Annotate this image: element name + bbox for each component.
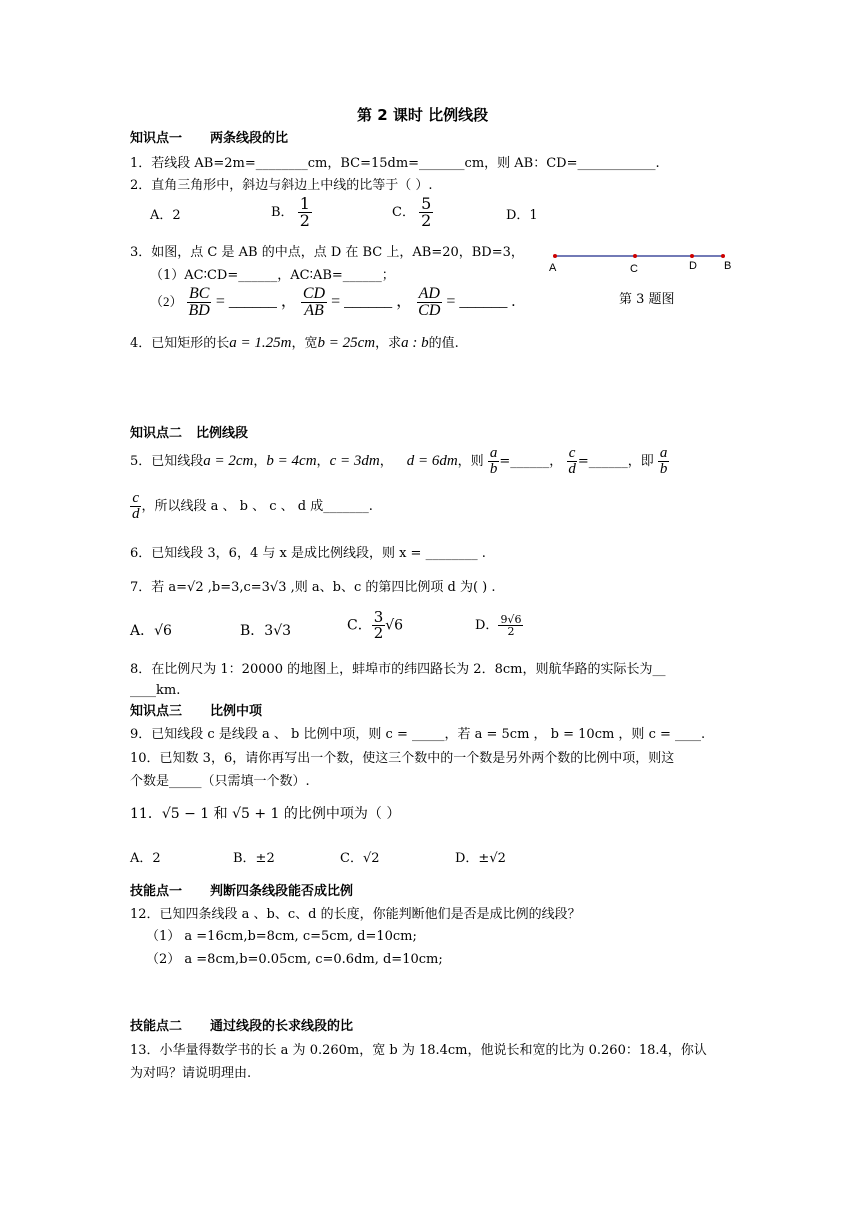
question-3-part-2: （2） $\frac{BC}{BD}$ = ______ ， $\frac{CD}{AB}$ = ______ ， $\frac{AD}{CD}$ = ______ .: [150, 285, 516, 319]
q11-option-a: A．2: [130, 851, 161, 866]
q3-figure-caption: 第 3 题图: [619, 292, 675, 307]
q2-option-b-fraction: [298, 196, 312, 229]
q5-c: c = 3dm: [329, 453, 380, 469]
question-9: 9．已知线段 c 是线段 a 、 b 比例中项，则 c = _____，若 a = 5cm ， b = 10cm ，则 c = ____.: [130, 727, 706, 742]
q5-blank-1: =______，: [499, 454, 563, 469]
label-a: A: [549, 262, 557, 274]
q5-fraction-a-b-2: $\frac{a}{b}$: [659, 445, 668, 477]
q11-option-d: D．±√2: [455, 851, 506, 866]
question-12-part-1: （1） a =16cm,b=8cm, c=5cm, d=10cm;: [146, 929, 417, 944]
section-5-label: 技能点二: [130, 1019, 183, 1034]
question-3-stem: 3．如图，点 C 是 AB 的中点，点 D 在 BC 上，AB=20，BD=3，: [130, 245, 524, 260]
fraction-denominator: 2: [507, 625, 515, 638]
q5-fraction-c-d-2: $\frac{c}{d}$: [132, 490, 140, 522]
q7-option-c-label: C．: [347, 617, 372, 634]
q7-option-b: B．3√3: [240, 623, 292, 639]
q2-option-d: D．1: [506, 208, 538, 223]
fraction-denominator: 2: [299, 211, 310, 230]
q4-text-1: 4．已知矩形的长: [130, 336, 230, 351]
question-12-part-2: （2） a =8cm,b=0.05cm, c=0.6dm, d=10cm;: [146, 952, 443, 967]
q4-width: b = 25cm: [317, 335, 376, 351]
fraction-numerator: 3: [373, 608, 384, 626]
q2-option-c-fraction: [419, 196, 433, 229]
q4-length: a = 1.25m: [229, 335, 292, 351]
q7-option-a: A．√6: [130, 623, 172, 639]
section-1-heading: [130, 130, 288, 148]
q7-option-c-fraction: [372, 610, 386, 641]
section-1-title: 两条线段的比: [210, 131, 289, 146]
question-6: 6．已知线段 3，6，4 与 x 是成比例线段，则 x = ________ .: [130, 546, 486, 561]
fraction-numerator: 1: [299, 194, 310, 213]
point-a: [553, 254, 557, 258]
q2-option-b-label: B．: [271, 205, 294, 220]
question-8-line-2: ____km.: [130, 683, 181, 698]
question-2-stem: 2．直角三角形中，斜边与斜边上中线的比等于（ ）.: [130, 178, 433, 193]
q11-option-c: C．√2: [340, 851, 380, 866]
section-5-title: 通过线段的长求线段的比: [210, 1019, 354, 1034]
q3-segment-figure: [545, 248, 745, 278]
label-b: B: [724, 260, 732, 272]
question-12-stem: 12．已知四条线段 a 、b、c、d 的长度，你能判断他们是否是成比例的线段？: [130, 907, 581, 922]
label-c: C: [630, 263, 638, 275]
q4-ratio: a : b: [401, 335, 429, 351]
fraction-numerator: 9√6: [500, 613, 522, 626]
section-2-title: 比例线段: [196, 426, 249, 441]
question-5-line-1: 5．已知线段a = 2cm，b = 4cm，c = 3dm， d = 6dm，则 $\frac{a}{b}$ =______， $\frac{c}{d}$ =______，即 $\frac{a}{b}$: [130, 445, 668, 477]
q4-text-4: 的值.: [428, 336, 459, 351]
question-8-line-1: 8．在比例尺为 1：20000 的地图上，蚌埠市的纬四路长为 2．8cm，则航华路的实际长为__: [130, 662, 666, 677]
question-10-line-2: 个数是_____（只需填一个数）.: [130, 774, 310, 789]
fraction-numerator: BC: [188, 285, 210, 302]
q5-blank-2: =______，即: [577, 454, 654, 469]
q7-option-d-label: D．: [475, 618, 499, 633]
q5-text-1: 5．已知线段: [130, 454, 204, 469]
q4-text-3: ，求: [375, 336, 402, 351]
q2-option-c: [392, 196, 433, 229]
page-title: 第 2 课时 比例线段: [357, 106, 489, 124]
q5-text-2: ，则: [457, 454, 484, 469]
question-4: [130, 334, 459, 353]
q5-a: a = 2cm: [203, 453, 254, 469]
section-3-label: 知识点三: [130, 704, 183, 719]
question-13-line-2: 为对吗？请说明理由.: [130, 1066, 252, 1081]
section-2-heading: [130, 425, 248, 443]
question-5-line-2: [130, 491, 373, 522]
label-d: D: [689, 260, 697, 272]
q11-option-b: B．±2: [233, 851, 275, 866]
q5-text-3: ，所以线段 a 、 b 、 c 、 d 成_______.: [141, 499, 373, 514]
q3-fraction-1: [187, 286, 212, 319]
question-11-stem: 11．√5 − 1 和 √5 + 1 的比例中项为（ ）: [130, 806, 401, 822]
point-d: [690, 254, 694, 258]
fraction-numerator: 5: [421, 194, 432, 213]
q2-option-c-label: C．: [392, 205, 415, 220]
q3-fraction-3: [416, 286, 442, 319]
section-3-title: 比例中项: [210, 704, 263, 719]
q4-text-2: ，宽: [291, 336, 318, 351]
q5-d: d = 6dm: [406, 453, 458, 469]
q7-option-d: [475, 614, 523, 637]
point-c: [633, 254, 637, 258]
section-1-label: 知识点一: [130, 131, 183, 146]
section-3-heading: [130, 703, 262, 721]
section-5-heading: [130, 1018, 353, 1036]
fraction-denominator: CD: [418, 302, 441, 319]
fraction-denominator: 2: [421, 211, 432, 230]
q5-b: b = 4cm: [266, 453, 317, 469]
q2-option-b: [271, 196, 312, 229]
question-10-line-1: 10．已知数 3，6，请你再写出一个数，使这三个数中的一个数是另外两个数的比例中项，则这: [130, 751, 675, 766]
q5-fraction-c-d: $\frac{c}{d}$: [568, 445, 576, 477]
question-7-stem: 7．若 a=√2 ,b=3,c=3√3 ,则 a、b、c 的第四比例项 d 为( ) .: [130, 580, 496, 595]
section-2-label: 知识点二: [130, 426, 183, 441]
question-3-part-1: （1）AC∶CD=______，AC∶AB=______；: [150, 268, 395, 283]
question-1: 1．若线段 AB=2m=________cm，BC=15dm=_______cm，则 AB：CD=____________.: [130, 156, 660, 171]
q5-fraction-a-b: $\frac{a}{b}$: [489, 445, 498, 477]
fraction-denominator: 2: [373, 624, 384, 642]
fraction-denominator: AB: [304, 302, 324, 319]
question-13-line-1: 13．小华量得数学书的长 a 为 0.260m，宽 b 为 18.4cm，他说长和宽的比为 0.260：18.4，你认: [130, 1043, 707, 1058]
section-4-label: 技能点一: [130, 884, 183, 899]
q7-option-c-root: √6: [385, 617, 404, 634]
section-4-heading: [130, 883, 353, 901]
q7-option-d-fraction: [498, 614, 523, 637]
section-4-title: 判断四条线段能否成比例: [210, 884, 354, 899]
q7-option-c: [347, 610, 403, 641]
q2-option-a: A．2: [150, 208, 181, 223]
fraction-numerator: AD: [418, 285, 440, 302]
point-b: [721, 254, 725, 258]
fraction-denominator: BD: [188, 302, 210, 319]
fraction-numerator: CD: [302, 285, 326, 302]
q3-fraction-2: [301, 286, 327, 319]
q3-part-2-label: （2）: [150, 294, 183, 310]
